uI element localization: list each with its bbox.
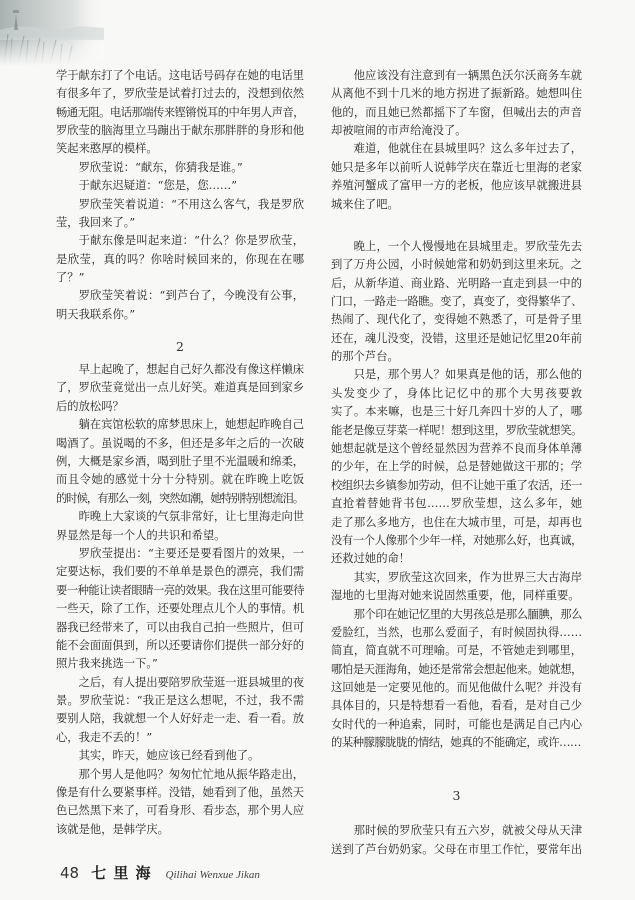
text-line: 其实，罗欣莹这次回来，作为世界三大古海岸 [353,570,582,584]
paragraph [56,747,304,765]
paragraph [56,232,304,287]
text-line: 直抢着替她背书包……罗欣莹想，这么多年，她 [331,497,582,511]
text-line: 于献东迟疑道：“您是，您……” [78,179,238,193]
text-line: 还在，魂儿没变，没错，这里还是她记忆里20年前 [331,331,582,345]
text-line: 早上起晚了，想起自己好久都没有像这样懒床 [78,363,304,377]
paragraph [56,177,304,195]
text-line: 定要达标，我们要的不单单是景色的漂亮，我们需 [56,565,304,579]
text-line: 器我已经带来了，可以由我自己拍一些照片，但可 [56,620,304,634]
text-line: 到了万舟公园，小时候她常和奶奶到这里来玩。之 [331,258,582,272]
section-number: 2 [176,338,184,354]
text-line: 他的，而且她已然都摇下了车窗，但喊出去的声音 [331,105,582,119]
text-line: 头发变少了，身体比记忆中的那个大男孩要敦 [331,386,582,400]
text-line: 的某种朦朦胧胧的情结，她真的不能确定，或许…… [331,736,581,750]
text-line: 罗欣莹说：“献东，你猜我是谁。” [78,160,243,174]
left-text-column [56,67,304,839]
paragraph [56,416,304,508]
text-line: 要一种能让读者眼睛一亮的效果。我在这里可能要待 [56,583,304,597]
text-line: 从离他不到十几米的地方拐进了振新路。她想叫住 [331,87,582,101]
text-line: 明天我联系你。” [56,307,136,321]
text-line: 能老是像豆芽菜一样呢！想到这里，罗欣莹就想笑。 [331,423,582,437]
text-line: 只是，那个男人？如果真是他的话，那么他的 [353,368,582,382]
text-line: 爱脸红，当然，也那么爱面子，有时候固执得…… [331,625,582,639]
text-line: 这回她是一定要见他的。而见他做什么呢？并没有 [331,681,582,695]
text-line: 于献东像是叫起来道：“什么？你是罗欣莹， [78,234,304,248]
page-footer [60,862,260,884]
paragraph [56,674,304,748]
paragraph [56,67,304,159]
text-line: 要别人陪，我就想一个人好好走一走、看一看。放 [56,712,304,726]
text-line: 的时候，有那么一刻，突然如潮，她特别特别想流泪。 [56,491,304,505]
text-line: 晚上，一个人慢慢地在县城里走。罗欣莹先去 [353,239,582,253]
magazine-name: 七 里 海 [91,864,152,882]
paragraph [56,508,304,545]
paragraph [331,606,582,753]
text-line: 其实，昨天，她应该已经看到他了。 [78,749,260,763]
text-line: 女时代的一种追索，同时，可能也是满足自己内心 [331,717,582,731]
text-line: 照片我来挑选一下。” [56,657,158,671]
text-line: 色已然黑下来了，可看身形、看步态，那个男人应 [56,804,304,818]
text-line: 像是有什么要紧事样。没错，她看到了他，虽然天 [56,786,304,800]
text-line: 具体目的，只是特想看一看他，看看，是对自己少 [331,699,582,713]
text-line: 她只是多年以前听人说韩学庆在靠近七里海的老家 [331,160,582,174]
text-line: 的少年，在上学的时候，总是替她做这干那的；学 [331,460,582,474]
text-line: 她想起就是这个曾经显然因为营养不良而身体单薄 [331,442,582,456]
text-line: 那个男人是他吗？匆匆忙忙地从振华路走出， [78,767,304,781]
text-line: 罗欣莹笑着说道：“不用这么客气，我是罗欣 [78,197,304,211]
right-text-column [331,67,582,859]
text-line: 学于献东打了个电话。这电话号码存在她的电话里 [56,68,304,82]
paragraph [331,140,582,214]
text-line: 罗欣莹的脑海里立马蹦出于献东那胖胖的身形和他 [56,123,304,137]
text-line: 养殖河蟹成了富甲一方的老板，他应该早就搬进县 [331,179,582,193]
text-line: 了？” [56,271,85,285]
text-line: 送到了芦台奶奶家。父母在市里工作忙，要常年出 [331,842,582,856]
text-line: 了，罗欣莹竟觉出一点儿好笑。难道真是回到家乡 [56,381,304,395]
text-line: 该就是他，是韩学庆。 [56,822,169,836]
paragraph [331,569,582,606]
text-line: 界显然是每一个人的共识和希望。 [56,528,226,542]
text-line: 校组织去乡镇参加劳动，但不让她干重了农活，还一 [331,478,582,492]
text-line: 畅通无阻。电话那端传来铿锵悦耳的中年男人声音， [56,105,304,119]
text-line: 实了。本来嘛，也是三十好几奔四十岁的人了，哪 [331,405,582,419]
text-line: 那时候的罗欣莹只有五六岁，就被父母从天津 [353,824,582,838]
text-line: 例，大概是家乡酒，喝到肚子里不光温暖和绵柔， [56,455,304,469]
header-decoration-image [0,0,104,66]
text-line: 笑起来憨厚的模样。 [56,142,158,156]
paragraph [331,67,582,141]
paragraph [56,361,304,416]
magazine-pinyin: Qilihai Wenxue Jikan [165,869,260,881]
text-line: 躺在宾馆松软的席梦思床上，她想起昨晚自己 [78,418,304,432]
text-line: 湿地的七里海对她来说固然重要，他，同样重要。 [331,589,580,603]
text-line: 昨晚上大家谈的气氛非常好，让七里海走向世 [78,510,304,524]
text-line: 后的放松吗？ [56,399,124,413]
paragraph [331,366,582,568]
page-number: 48 [60,864,80,882]
paragraph [56,196,304,233]
paragraph [331,822,582,859]
text-line: 热闹了、现代化了，变得她不熟悉了，可是骨子里 [331,313,582,327]
paragraph [331,238,582,367]
text-line: 是欣莹，真的吗？你啥时候回来的，你现在在哪 [56,252,304,266]
text-line: 走了那么多地方，也住在大城市里，可是，却再也 [331,515,582,529]
text-line: 之后，有人提出要陪罗欣莹逛一逛县城里的夜 [78,675,304,689]
text-line: 喝酒了。虽说喝的不多，但还是多年之后的一次破 [56,436,304,450]
text-line: 罗欣莹提出：“主要还是要看图片的效果，一 [78,546,304,560]
text-line: 他应该没有注意到有一辆黑色沃尔沃商务车就 [353,68,582,82]
text-line: 有很多年了，罗欣莹是试着打过去的，没想到依然 [56,87,304,101]
text-line: 门口，一路走一路瞧。变了，真变了，变得繁华了、 [331,294,582,308]
text-line: 难道，他就住在县城里吗？这么多年过去了， [353,142,582,156]
text-line: 莹，我回来了。” [56,215,136,229]
paragraph [56,287,304,324]
text-line: 简直，简直就不可理喻。可是，不管她走到哪里， [331,644,582,658]
text-line: 城来住了吧。 [331,197,399,211]
text-line: 的那个芦台。 [331,350,399,364]
text-line: 一些天，除了工作，还要处理点儿个人的事情。机 [56,602,304,616]
text-line: 而且令她的感觉十分十分特别。就在昨晚上吃饭 [56,473,304,487]
paragraph [56,159,304,177]
section-number: 3 [452,788,461,804]
text-line: 能不会面面俱到，所以还要请你们提供一部分好的 [56,638,304,652]
text-line: 景。罗欣莹说：“我正是这么想呢，不过，我不需 [56,694,304,708]
text-line: 却被喧闹的市声给淹没了。 [331,123,467,137]
text-line: 哪怕是天涯海角，她还是常常会想起他来。她就想， [331,662,582,676]
text-line: 没有一个人像那个少年一样，对她那么好，也真诚， [331,533,582,547]
text-line: 后，从新华道、商业路、光明路一直走到县一中的 [331,276,582,290]
text-line: 那个印在她记忆里的大男孩总是那么腼腆，那么 [353,607,582,621]
text-line: 罗欣莹笑着说：“到芦台了，今晚没有公事， [78,289,304,303]
paragraph [56,766,304,840]
text-line: 还救过她的命！ [331,552,411,566]
paragraph [56,545,304,674]
text-line: 心，我走不丢的！” [56,730,153,744]
